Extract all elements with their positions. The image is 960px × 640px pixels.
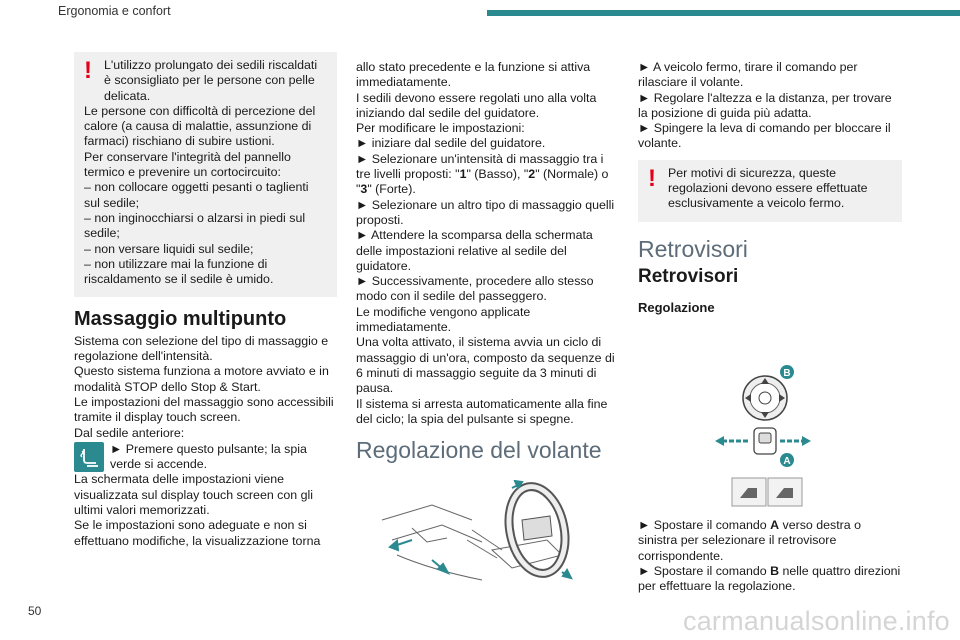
control-key: A xyxy=(770,518,780,532)
section-heading-massage: Massaggio multipunto xyxy=(74,308,287,331)
steering-wheel-illustration xyxy=(372,480,592,590)
page-number: 50 xyxy=(28,604,42,618)
warning-icon: ! xyxy=(84,57,92,84)
paragraph: Le modifiche vengono applicate immediatamente. xyxy=(356,304,531,335)
column-left xyxy=(74,52,337,549)
paragraph: Se le impostazioni sono adeguate e non si effettuano modifiche, la visualizzazione torna xyxy=(74,518,321,548)
column-middle xyxy=(356,60,621,464)
header-accent-bar xyxy=(487,10,960,16)
running-header: Ergonomia e confort xyxy=(58,4,171,18)
paragraph: allo stato precedente e la funzione si attiva immediatamente. xyxy=(356,60,591,90)
step-text: " (Normale) o " xyxy=(356,167,609,197)
column-right xyxy=(638,60,902,316)
paragraph: ► iniziare dal sedile del guidatore. xyxy=(356,136,546,151)
step-text: " (Forte). xyxy=(367,182,416,197)
control-key: B xyxy=(770,563,780,578)
paragraph: Sistema con selezione del tipo di massaggio e regolazione dell'intensità. xyxy=(74,333,329,364)
paragraph: Dal sedile anteriore: xyxy=(74,425,185,440)
paragraph: La schermata delle impostazioni viene visualizzata sul display touch screen con gli ultimi valori memorizzati. xyxy=(74,472,313,518)
warning-line: – non collocare oggetti pesanti o taglienti sul sedile; xyxy=(84,180,309,210)
label-b: B xyxy=(783,368,791,379)
warning-line: Per conservare l'integrità del pannello termico e prevenire un cortocircuito: xyxy=(84,149,291,180)
subsection-heading-mirrors: Retrovisori xyxy=(638,265,739,287)
massage-button-step xyxy=(74,442,337,473)
massage-seat-button-icon xyxy=(74,442,104,472)
section-heading-mirrors: Retrovisori xyxy=(638,235,748,262)
warning-line: – non versare liquidi sul sedile; xyxy=(84,241,254,256)
step-text: verso destra o sinistra per selezionare il retrovisore corrispondente. xyxy=(638,518,862,563)
paragraph: Le impostazioni del massaggio sono accessibili tramite il display touch screen. xyxy=(74,394,334,425)
step-control-b xyxy=(638,564,902,595)
paragraph: Il sistema si arresta automaticamente alla fine del ciclo; la spia del pulsante si spegne. xyxy=(356,396,608,426)
mirror-control-illustration xyxy=(712,360,822,510)
paragraph: ► Successivamente, procedere allo stesso modo con il sedile del passeggero. xyxy=(356,274,594,304)
step-text: ► Spostare il comando xyxy=(638,518,771,532)
paragraph: ► A veicolo fermo, tirare il comando per rilasciare il volante. xyxy=(638,60,858,90)
paragraph: ► Spingere la leva di comando per bloccare il volante. xyxy=(638,121,891,151)
warning-icon: ! xyxy=(648,164,656,192)
subheading-adjustment: Regolazione xyxy=(638,300,715,316)
step-text: nelle quattro direzioni per effettuare la regolazione. xyxy=(638,563,901,594)
paragraph: Questo sistema funziona a motore avviato e in modalità STOP dello Stop & Start. xyxy=(74,364,329,394)
warning-box-safety xyxy=(638,160,902,222)
paragraph: ► Attendere la scomparsa della schermata delle impostazioni relative al sedile del guidatore. xyxy=(356,228,593,273)
level-value: 2 xyxy=(528,167,536,182)
step-text: " (Basso), " xyxy=(466,167,529,182)
warning-text: Per motivi di sicurezza, queste regolazioni devono essere effettuate esclusivamente a veicolo fermo. xyxy=(668,165,868,211)
step-text: ► Selezionare un'intensità di massaggio tra i tre livelli proposti: " xyxy=(356,151,604,182)
watermark: carmanualsonline.info xyxy=(683,606,950,636)
warning-line: Le persone con difficoltà di percezione del calore (a causa di malattie, assunzione di farmaci) rischiano di subire ustioni. xyxy=(84,103,316,149)
column-right-bottom xyxy=(638,518,902,594)
paragraph: ► Regolare l'altezza e la distanza, per trovare la posizione di guida più adatta. xyxy=(638,90,892,120)
warning-line: – non inginocchiarsi o alzarsi in piedi sul sedile; xyxy=(84,210,306,241)
level-value: 1 xyxy=(459,167,467,182)
label-a: A xyxy=(783,456,791,467)
warning-line: – non utilizzare mai la funzione di riscaldamento se il sedile è umido. xyxy=(84,256,274,287)
paragraph: Per modificare le impostazioni: xyxy=(356,121,525,136)
paragraph: Una volta attivato, il sistema avvia un ciclo di massaggio di un'ora, composto da sequenze di 6 minuti di massaggio seguite da 3 minuti di pausa. xyxy=(356,335,615,396)
warning-box-heated-seats xyxy=(74,52,337,297)
level-value: 3 xyxy=(360,182,368,197)
warning-line: L'utilizzo prolungato dei sedili riscaldati è sconsigliato per le persone con pelle delicata. xyxy=(104,58,318,103)
section-heading-steering: Regolazione del volante xyxy=(356,437,602,464)
button-step-text: ► Premere questo pulsante; la spia verde si accende. xyxy=(110,441,307,472)
paragraph: ► Selezionare un altro tipo di massaggio quelli proposti. xyxy=(356,197,615,227)
step-text: ► Spostare il comando xyxy=(638,563,771,578)
paragraph: I sedili devono essere regolati uno alla volta iniziando dal sedile del guidatore. xyxy=(356,90,597,120)
step-control-a xyxy=(638,518,902,564)
intensity-levels-step xyxy=(356,152,621,198)
